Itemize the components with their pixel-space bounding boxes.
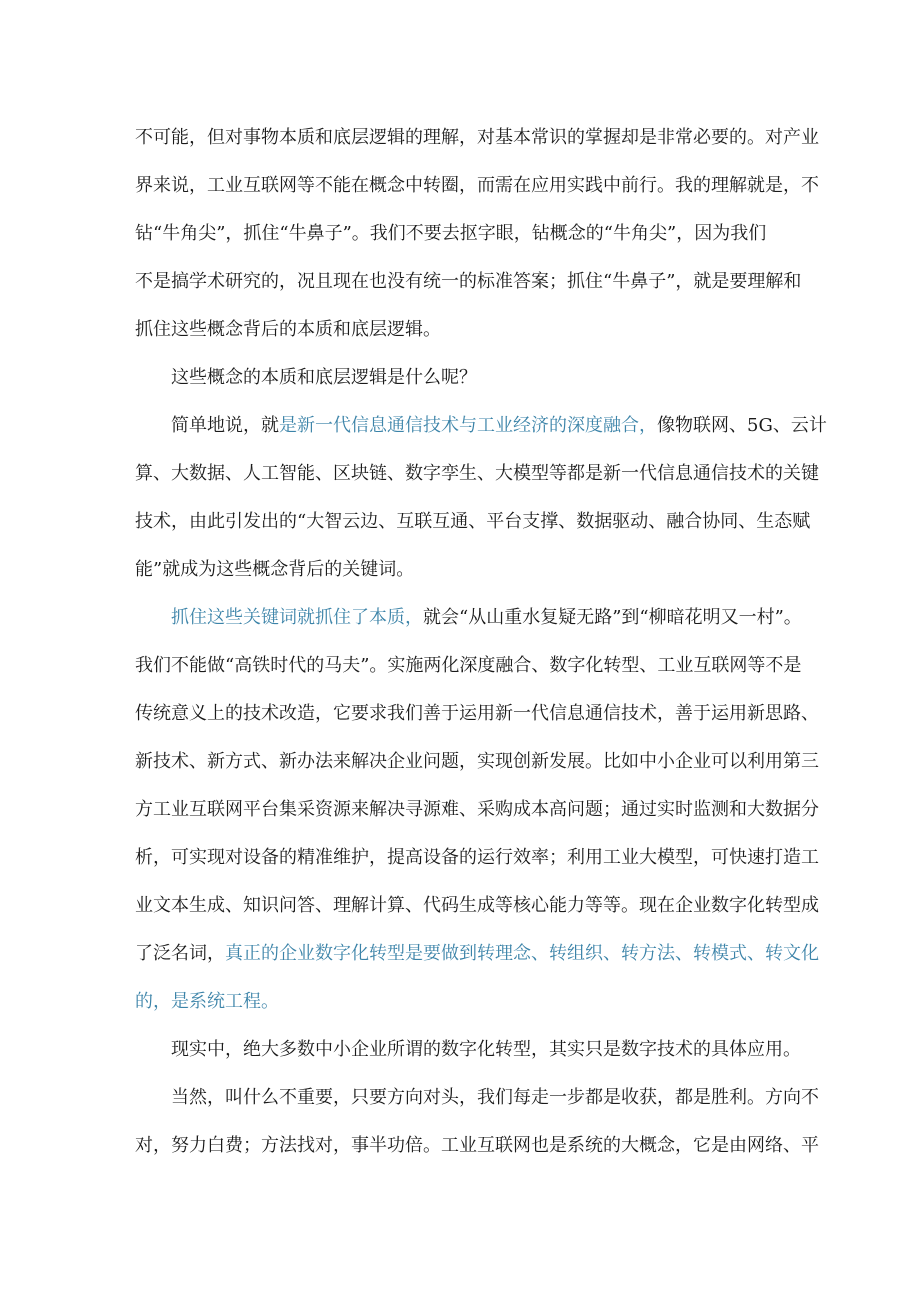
text-line: 析，可实现对设备的精准维护，提高设备的运行效率；利用工业大模型，可快速打造工 — [135, 847, 819, 868]
highlight-text: 是新一代信息通信技术与工业经济的深度融合， — [279, 415, 657, 436]
text-line: 方工业互联网平台集采资源来解决寻源难、采购成本高问题；通过实时监测和大数据分 — [135, 799, 819, 820]
text-line — [171, 414, 827, 438]
text-line: 算、大数据、人工智能、区块链、数字孪生、大模型等都是新一代信息通信技术的关键 — [135, 463, 819, 484]
text-line — [171, 606, 802, 630]
highlight-text: 真正的企业数字化转型是要做到转理念、转组织、转方法、转模式、转文化 — [225, 943, 819, 964]
text-line: 技术，由此引发出的“大智云边、互联互通、平台支撑、数据驱动、融合协同、生态赋 — [135, 511, 811, 532]
text-segment: 简单地说，就 — [171, 415, 279, 436]
text-line: 不可能，但对事物本质和底层逻辑的理解，对基本常识的掌握却是非常必要的。对产业 — [135, 127, 819, 148]
text-line: 业文本生成、知识问答、理解计算、代码生成等核心能力等等。现在企业数字化转型成 — [135, 895, 819, 916]
text-line: 这些概念的本质和底层逻辑是什么呢？ — [171, 367, 477, 388]
text-line: 新技术、新方式、新办法来解决企业问题，实现创新发展。比如中小企业可以利用第三 — [135, 751, 819, 772]
text-line: 当然，叫什么不重要，只要方向对头，我们每走一步都是收获，都是胜利。方向不 — [171, 1087, 819, 1108]
text-line: 传统意义上的技术改造，它要求我们善于运用新一代信息通信技术，善于运用新思路、 — [135, 703, 819, 724]
text-line: 能”就成为这些概念背后的关键词。 — [135, 559, 415, 580]
highlight-text: 抓住这些关键词就抓住了本质， — [171, 607, 423, 628]
text-line: 界来说，工业互联网等不能在概念中转圈，而需在应用实践中前行。我的理解就是，不 — [135, 175, 819, 196]
text-line: 我们不能做“高铁时代的马夫”。实施两化深度融合、数字化转型、工业互联网等不是 — [135, 655, 802, 676]
text-line: 抓住这些概念背后的本质和底层逻辑。 — [135, 319, 441, 340]
text-line: 不是搞学术研究的，况且现在也没有统一的标准答案；抓住“牛鼻子”，就是要理解和 — [135, 271, 802, 292]
text-line: 对，努力白费；方法找对，事半功倍。工业互联网也是系统的大概念，它是由网络、平 — [135, 1135, 819, 1156]
text-line: 钻“牛角尖”，抓住“牛鼻子”。我们不要去抠字眼，钻概念的“牛角尖”，因为我们 — [135, 223, 767, 244]
text-segment: 就会“从山重水复疑无路”到“柳暗花明又一村”。 — [423, 607, 802, 628]
text-line — [135, 942, 819, 966]
highlight-text-line: 的，是系统工程。 — [135, 991, 279, 1012]
text-segment: 了泛名词， — [135, 943, 225, 964]
text-segment: 像物联网、5G、云计 — [657, 415, 827, 436]
text-line: 现实中，绝大多数中小企业所谓的数字化转型，其实只是数字技术的具体应用。 — [171, 1039, 801, 1060]
